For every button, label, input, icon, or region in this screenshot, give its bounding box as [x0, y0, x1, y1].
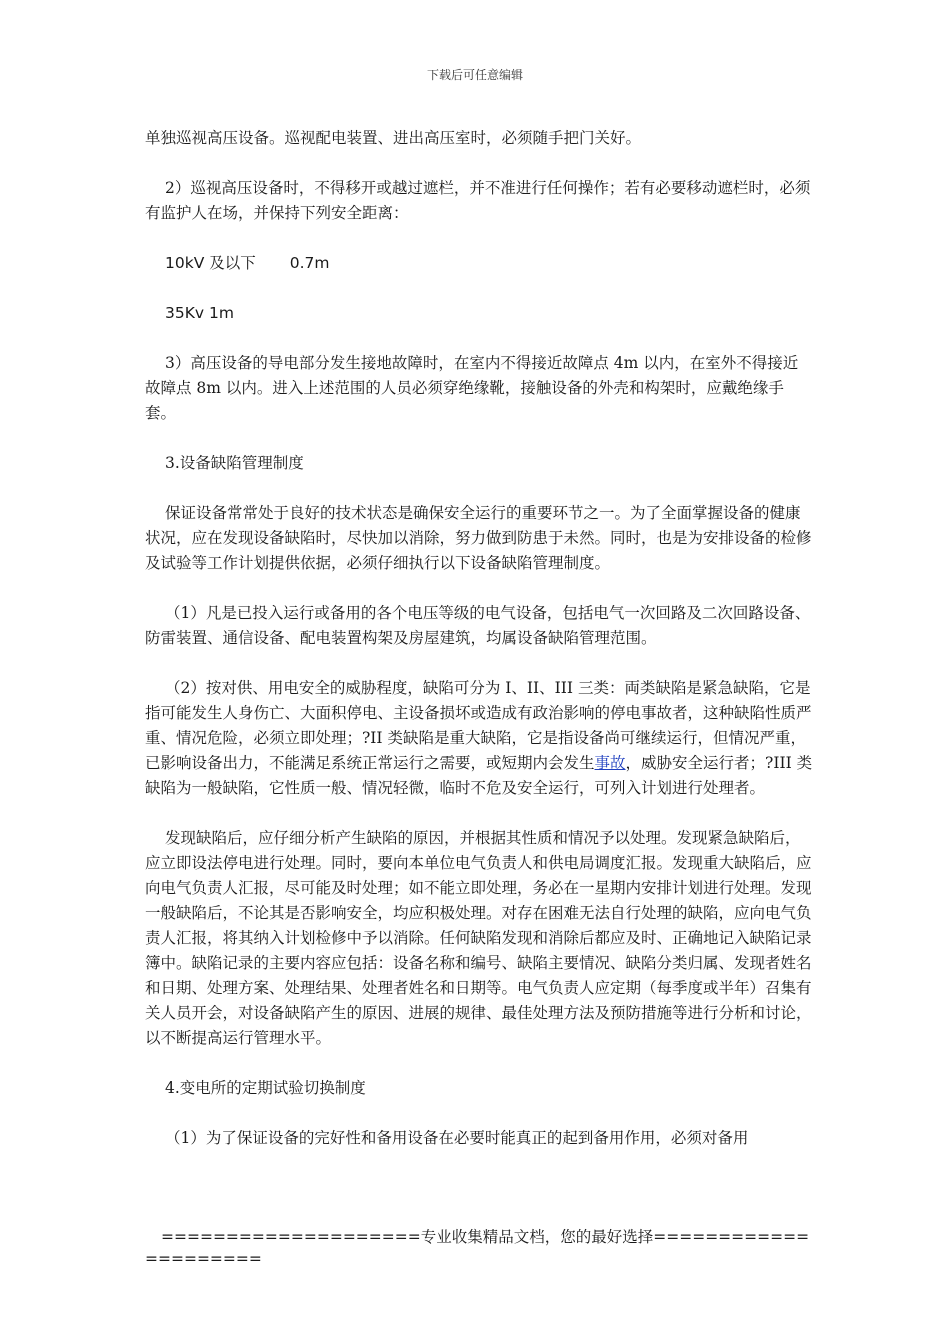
page-footer	[145, 1226, 813, 1270]
paragraph-4: 保证设备常常处于良好的技术状态是确保安全运行的重要环节之一。为了全面掌握设备的健康状况，应在发现设备缺陷时，尽快加以消除，努力做到防患于未然。同时，也是为安排设备的检修及试验等工作计划提供依据，必须仔细执行以下设备缺陷管理制度。	[145, 504, 812, 572]
paragraph-2: 2）巡视高压设备时，不得移开或越过遮栏，并不准进行任何操作；若有必要移动遮栏时，必须有监护人在场，并保持下列安全距离：	[145, 179, 811, 222]
accident-link[interactable]: 事故	[594, 754, 626, 772]
paragraph-8: （1）为了保证设备的完好性和备用设备在必要时能真正的起到备用作用，必须对备用	[165, 1129, 749, 1147]
paragraph-7: 发现缺陷后，应仔细分析产生缺陷的原因，并根据其性质和情况予以处理。发现紧急缺陷后，应立即设法停电进行处理。同时，要向本单位电气负责人和供电局调度汇报。发现重大缺陷后，应向电气负责人汇报，尽可能及时处理；如不能立即处理，务必在一星期内安排计划进行处理。发现一般缺陷后，不论其是否影响安全，均应积极处理。对存在困难无法自行处理的缺陷，应向电气负责人汇报，将其纳入计划检修中予以消除。任何缺陷发现和消除后都应及时、正确地记入缺陷记录簿中。缺陷记录的主要内容应包括：设备名称和编号、缺陷主要情况、缺陷分类归属、发现者姓名和日期、处理方案、处理结果、处理者姓名和日期等。电气负责人应定期（每季度或半年）召集有关人员开会，对设备缺陷产生的原因、进展的规律、最佳处理方法及预防措施等进行分析和讨论，以不断提高运行管理水平。	[145, 829, 812, 1047]
paragraph-1: 单独巡视高压设备。巡视配电装置、进出高压室时，必须随手把门关好。	[145, 129, 642, 147]
paragraph-5: （1）凡是已投入运行或备用的各个电压等级的电气设备，包括电气一次回路及二次回路设备、防雷装置、通信设备、配电装置构架及房屋建筑，均属设备缺陷管理范围。	[145, 604, 811, 647]
paragraph-6-text-b: ，威胁安全运行者；?III 类缺陷为一般缺陷，它性质一般、情况轻微，临时不危及安全运行，可列入计划进行处理者。	[145, 754, 813, 797]
paragraph-3: 3）高压设备的导电部分发生接地故障时，在室内不得接近故障点 4m 以内，在室外不得接近故障点 8m 以内。进入上述范围的人员必须穿绝缘靴，接触设备的外壳和构架时，应戴绝缘手套。	[145, 354, 799, 422]
distance-10kv-value: 0.7m	[289, 254, 330, 272]
distance-10kv-label: 10kV 及以下	[165, 254, 256, 272]
distance-35kv: 35Kv 1m	[165, 304, 234, 322]
distance-10kv	[145, 251, 813, 276]
section-heading-4: 4.变电所的定期试验切换制度	[165, 1079, 366, 1097]
footer-text: ====================专业收集精品文档，您的最好选择=====================	[145, 1228, 810, 1268]
page-header: 下载后可任意编辑	[426, 68, 523, 82]
paragraph-6	[145, 676, 813, 801]
document-body	[145, 126, 813, 1151]
section-heading-3: 3.设备缺陷管理制度	[165, 454, 304, 472]
paragraph-6-text-a: （2）按对供、用电安全的威胁程度，缺陷可分为 I、II、III 三类：両类缺陷是紧急缺陷，它是指可能发生人身伤亡、大面积停电、主设备损坏或造成有政治影响的停电事故者，这种缺陷性质严重、情况危险，必须立即处理；?II 类缺陷是重大缺陷，它是指设备尚可继续运行，但情况严重，已影响设备出力，不能满足系统正常运行之需要，或短期内会发生	[145, 679, 812, 772]
